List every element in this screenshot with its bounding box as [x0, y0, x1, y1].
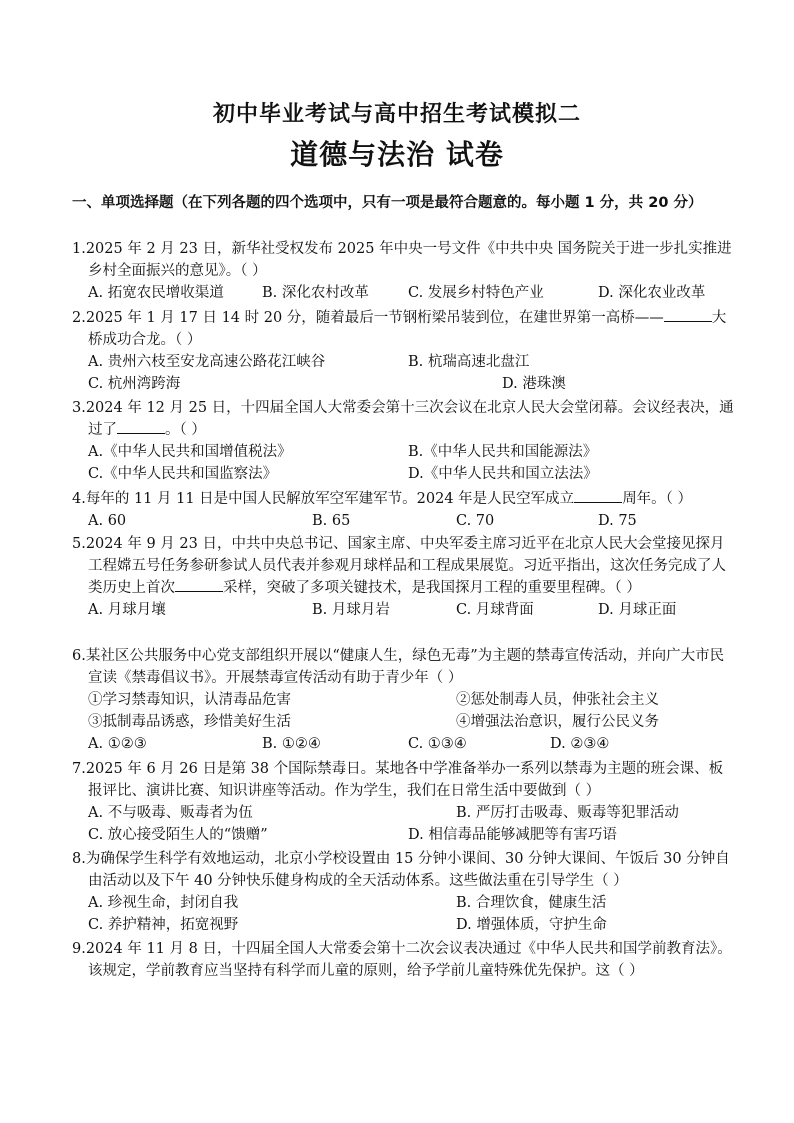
- stem-part-b: 采样，突破了多项关键技术，是我国探月工程的重要里程碑。（ ）: [223, 580, 641, 596]
- option-d: D. 深化农业改革: [598, 285, 706, 301]
- question-1: [72, 238, 737, 304]
- option-c: C. 70: [456, 513, 495, 529]
- question-options: [72, 282, 737, 304]
- option-b: B. ①②④: [262, 736, 321, 752]
- question-9: [72, 938, 737, 982]
- option-a: A. 珍视生命，封闭自我: [88, 895, 239, 911]
- option-a: A.《中华人民共和国增值税法》: [88, 444, 292, 460]
- question-options: [72, 351, 737, 373]
- statement-3: ③抵制毒品诱惑，珍惜美好生活: [88, 714, 291, 730]
- stem-part-a: 4.每年的 11 月 11 日是中国人民解放军空军建军节。2024 年是人民空军成立: [72, 491, 575, 507]
- answer-blank: [664, 307, 712, 322]
- question-2: [72, 307, 737, 395]
- option-d: D. 港珠澳: [502, 376, 566, 392]
- option-a: A. 月球月壤: [88, 602, 166, 618]
- question-4: [72, 488, 737, 532]
- stem-part-a: 3.2024 年 12 月 25 日，十四届全国人大常委会第十三次会议在北京人民大会堂闭幕。会议经表决，通过了: [72, 400, 734, 438]
- statement-row: [72, 689, 737, 711]
- statement-4: ④增强法治意识，履行公民义务: [456, 714, 659, 730]
- section-heading: 一、单项选择题（在下列各题的四个选项中，只有一项是最符合题意的。每小题 1 分，共 20 分）: [72, 195, 703, 211]
- answer-blank: [117, 419, 165, 434]
- option-c: C. ①③④: [408, 736, 467, 752]
- question-stem: 8.为确保学生科学有效地运动，北京小学校设置由 15 分钟小课间、30 分钟大课间、午饭后 30 分钟自由活动以及下午 40 分钟快乐健身构成的全天活动体系。这些做法重在引导学生（ ）: [72, 851, 730, 889]
- option-c: C. 发展乡村特色产业: [408, 285, 544, 301]
- question-stem: [72, 533, 737, 599]
- exam-title-line1: 初中毕业考试与高中招生考试模拟二: [212, 102, 581, 127]
- option-b: B. 杭瑞高速北盘江: [408, 354, 530, 370]
- statement-row: [72, 711, 737, 733]
- stem-part-b: 周年。（ ）: [622, 491, 693, 507]
- option-d: D. 75: [598, 513, 637, 529]
- option-a: A. 60: [88, 513, 127, 529]
- option-d: D. 相信毒品能够减肥等有害巧语: [408, 827, 617, 843]
- question-3: [72, 397, 737, 485]
- option-d: D. ②③④: [550, 736, 610, 752]
- question-stem: 1.2025 年 2 月 23 日，新华社受权发布 2025 年中央一号文件《中共中央 国务院关于进一步扎实推进乡村全面振兴的意见》。（ ）: [72, 241, 732, 279]
- statement-2: ②惩处制毒人员，伸张社会主义: [456, 692, 659, 708]
- question-stem: 7.2025 年 6 月 26 日是第 38 个国际禁毒日。某地各中学准备举办一系列以禁毒为主题的班会课、板报评比、演讲比赛、知识讲座等活动。作为学生，我们在日常生活中要做到（ ）: [72, 761, 724, 799]
- answer-blank: [574, 488, 622, 503]
- option-d: D. 增强体质，守护生命: [456, 917, 607, 933]
- question-options: [72, 373, 737, 395]
- stem-part-a: 2.2025 年 1 月 17 日 14 时 20 分，随着最后一节钢桁梁吊装到位，在建世界第一高桥——: [72, 310, 664, 326]
- question-options: [72, 510, 737, 532]
- question-stem: [72, 397, 737, 441]
- option-a: A. 拓宽农民增收渠道: [88, 285, 224, 301]
- option-b: B.《中华人民共和国能源法》: [408, 444, 598, 460]
- question-options: [72, 914, 737, 936]
- question-5: [72, 533, 737, 621]
- question-stem: 9.2024 年 11 月 8 日，十四届全国人大常委会第十二次会议表决通过《中华人民共和国学前教育法》。该规定，学前教育应当坚持有科学而儿童的原则，给予学前儿童特殊优先保护。这（ ）: [72, 941, 732, 979]
- question-stem: 6.某社区公共服务中心党支部组织开展以“健康人生，绿色无毒”为主题的禁毒宣传活动，并向广大市民宣读《禁毒倡议书》。开展禁毒宣传活动有助于青少年（ ）: [72, 648, 725, 686]
- question-options: [72, 802, 737, 824]
- question-options: [72, 733, 737, 755]
- option-c: C. 养护精神，拓宽视野: [88, 917, 239, 933]
- answer-blank: [175, 577, 223, 592]
- question-options: [72, 892, 737, 914]
- option-b: B. 合理饮食，健康生活: [456, 895, 607, 911]
- question-options: [72, 599, 737, 621]
- exam-title-line2: 道德与法治 试卷: [290, 138, 504, 171]
- option-b: B. 严厉打击吸毒、贩毒等犯罪活动: [456, 805, 679, 821]
- question-stem: [72, 307, 737, 351]
- option-d: D.《中华人民共和国立法法》: [408, 466, 598, 482]
- stem-part-a: 5.2024 年 9 月 23 日，中共中央总书记、国家主席、中央军委主席习近平在北京人民大会堂接见探月工程嫦五号任务参研参试人员代表并参观月球样品和工程成果展览。习近平指出，这次任务完成了人类历史上首次: [72, 536, 726, 596]
- question-stem: [72, 488, 737, 510]
- stem-part-b: 大桥成功合龙。（ ）: [88, 310, 727, 348]
- option-d: D. 月球正面: [598, 602, 677, 618]
- stem-part-b: 。（ ）: [165, 422, 206, 438]
- option-c: C.《中华人民共和国监察法》: [88, 466, 278, 482]
- option-c: C. 杭州湾跨海: [88, 376, 181, 392]
- question-options: [72, 463, 737, 485]
- statement-1: ①学习禁毒知识，认清毒品危害: [88, 692, 291, 708]
- option-b: B. 65: [312, 513, 351, 529]
- option-a: A. 不与吸毒、贩毒者为伍: [88, 805, 253, 821]
- option-c: C. 放心接受陌生人的“馈赠”: [88, 827, 268, 843]
- question-8: [72, 848, 737, 936]
- question-7: [72, 758, 737, 846]
- option-c: C. 月球背面: [456, 602, 534, 618]
- question-options: [72, 824, 737, 846]
- option-a: A. 贵州六枝至安龙高速公路花江峡谷: [88, 354, 326, 370]
- option-b: B. 月球月岩: [312, 602, 390, 618]
- option-b: B. 深化农村改革: [262, 285, 369, 301]
- question-options: [72, 441, 737, 463]
- option-a: A. ①②③: [88, 736, 147, 752]
- question-6: [72, 645, 737, 755]
